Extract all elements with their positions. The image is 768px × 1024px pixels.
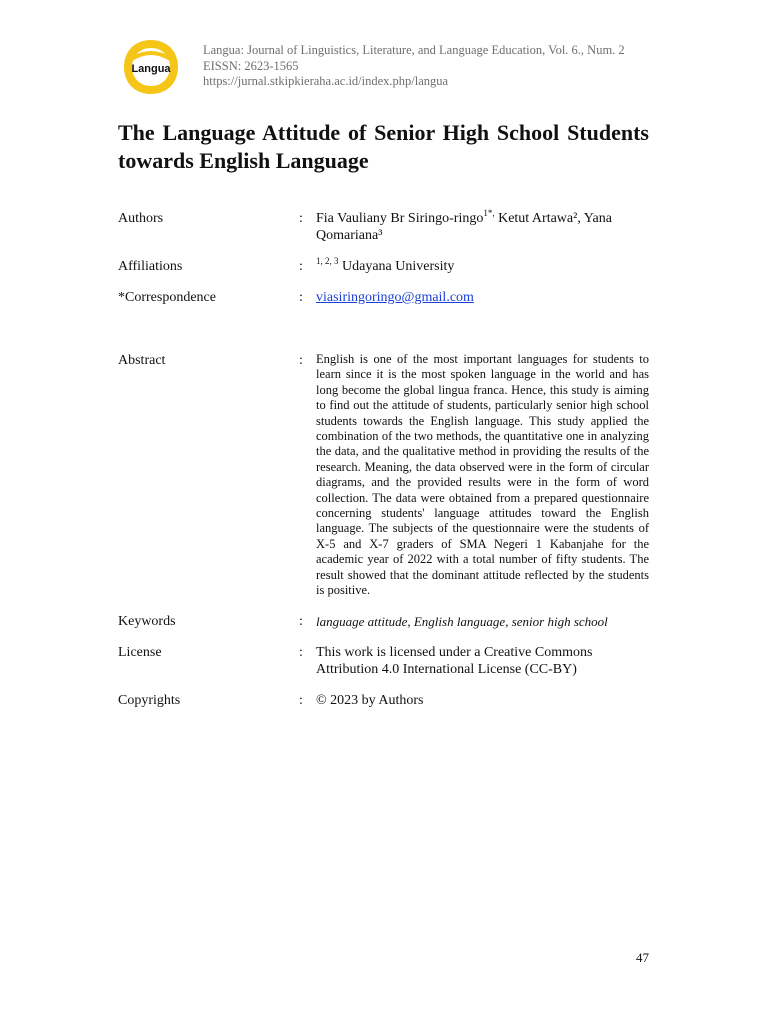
journal-citation: Langua: Journal of Linguistics, Literature, and Language Education, Vol. 6., Num. 2 xyxy=(203,43,625,57)
authors-rest: Ketut Artawa², Yana Qomariana³ xyxy=(316,211,612,243)
license-label: License xyxy=(118,645,162,660)
license-value: This work is licensed under a Creative Commons Attribution 4.0 International License (CC-BY) xyxy=(316,645,593,677)
author1-sup: 1*, xyxy=(483,208,495,218)
affiliations-label: Affiliations xyxy=(118,259,183,274)
keywords-value: language attitude, English language, senior high school xyxy=(316,614,608,629)
abstract-text: English is one of the most important languages for students to learn since it is the most spoken language in the world and has long become the global lingua franca. Hence, this study is aiming to find out the attitude of students, particularly senior high school students towards the English language. This study applied the combination of the two methods, the quantitative one in analyzing the data, and the qualitative method in providing the results of the research. Meaning, the data observed were in the form of circular diagrams, and the provided results were in the form of word collection. The data were obtained from a prepared questionnaire concerning students' language attitudes toward the English language. The subjects of the questionnaire were the students of X-5 and X-7 graders of SMA Negeri 1 Kabanjahe for the academic year of 2022 with a total number of fifty students. The result showed that the dominant attitude reflected by the students is positive. xyxy=(316,352,649,598)
abstract-label: Abstract xyxy=(118,353,166,368)
journal-logo xyxy=(120,36,182,98)
correspondence-email-link[interactable]: viasiringoringo@gmail.com xyxy=(316,290,474,305)
journal-url[interactable]: https://jurnal.stkipkieraha.ac.id/index.php/langua xyxy=(203,74,449,88)
separator: : xyxy=(299,290,303,305)
separator: : xyxy=(299,645,303,660)
separator: : xyxy=(299,353,303,368)
journal-eissn: EISSN: 2623-1565 xyxy=(203,58,299,73)
keywords-label: Keywords xyxy=(118,614,176,629)
affiliations-sup: 1, 2, 3 xyxy=(316,256,339,266)
authors-label: Authors xyxy=(118,211,164,226)
affiliations-text: Udayana University xyxy=(342,259,455,274)
separator: : xyxy=(299,211,303,226)
correspondence-label: *Correspondence xyxy=(118,290,216,305)
paper-title: The Language Attitude of Senior High School Students towards English Language xyxy=(118,120,649,173)
separator: : xyxy=(299,693,303,708)
svg-text:Langua: Langua xyxy=(131,63,171,75)
copyrights-value: © 2023 by Authors xyxy=(316,693,424,708)
page-number: 47 xyxy=(636,950,649,965)
separator: : xyxy=(299,614,303,629)
affiliations-value xyxy=(316,258,649,275)
separator: : xyxy=(299,259,303,274)
author1-name: Fia Vauliany Br Siringo-ringo xyxy=(316,211,484,226)
journal-header xyxy=(203,43,625,90)
authors-value xyxy=(316,210,649,244)
copyrights-label: Copyrights xyxy=(118,693,181,708)
